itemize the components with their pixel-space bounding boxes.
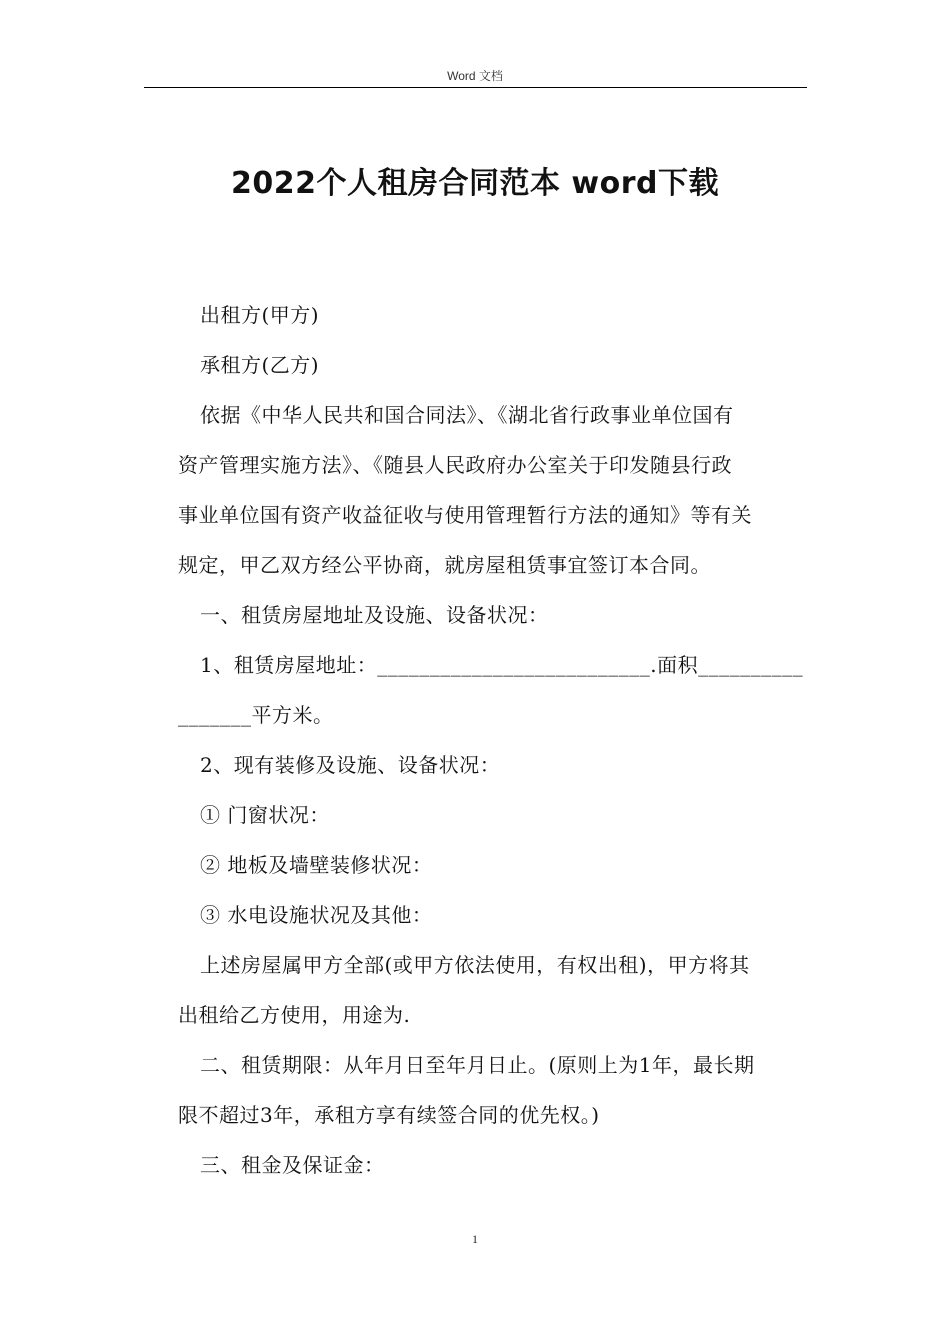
paragraph-ownership-line: 出租给乙方使用，用途为. xyxy=(178,1003,411,1027)
page-number: 1 xyxy=(472,1232,478,1246)
paragraph-lessee: 承租方(乙方) xyxy=(200,353,320,377)
section-heading-2: 二、租赁期限：从年月日至年月日止。(原则上为1年，最长期 xyxy=(200,1053,755,1077)
list-item-doors-windows: ① 门窗状况： xyxy=(200,803,330,827)
document-title: 2022个人租房合同范本 word下载 xyxy=(230,166,720,201)
paragraph-term-line: 限不超过3年，承租方享有续签合同的优先权。) xyxy=(178,1103,600,1127)
paragraph-basis-line: 规定，甲乙双方经公平协商，就房屋租赁事宜签订本合同。 xyxy=(178,553,711,577)
paragraph-facilities: 2、现有装修及设施、设备状况： xyxy=(200,753,501,777)
paragraph-address-line: _______平方米。 xyxy=(178,703,334,727)
list-item-utilities: ③ 水电设施状况及其他： xyxy=(200,903,433,927)
paragraph-address-line: 1、租赁房屋地址：__________________________.面积__________ xyxy=(200,653,804,677)
paragraph-basis-line: 资产管理实施方法》、《随县人民政府办公室关于印发随县行政 xyxy=(178,453,732,477)
header-rule xyxy=(144,87,807,88)
document-body xyxy=(178,290,806,1190)
paragraph-lessor: 出租方(甲方) xyxy=(200,303,320,327)
section-heading-3: 三、租金及保证金： xyxy=(200,1153,385,1177)
section-heading-1: 一、租赁房屋地址及设施、设备状况： xyxy=(200,603,549,627)
page-header: Word 文档 xyxy=(447,69,503,83)
paragraph-basis-line: 事业单位国有资产收益征收与使用管理暂行方法的通知》等有关 xyxy=(178,503,752,527)
paragraph-ownership-line: 上述房屋属甲方全部(或甲方依法使用，有权出租)，甲方将其 xyxy=(200,953,750,977)
paragraph-basis-line: 依据《中华人民共和国合同法》、《湖北省行政事业单位国有 xyxy=(200,403,734,427)
list-item-floor-walls: ② 地板及墙壁装修状况： xyxy=(200,853,433,877)
